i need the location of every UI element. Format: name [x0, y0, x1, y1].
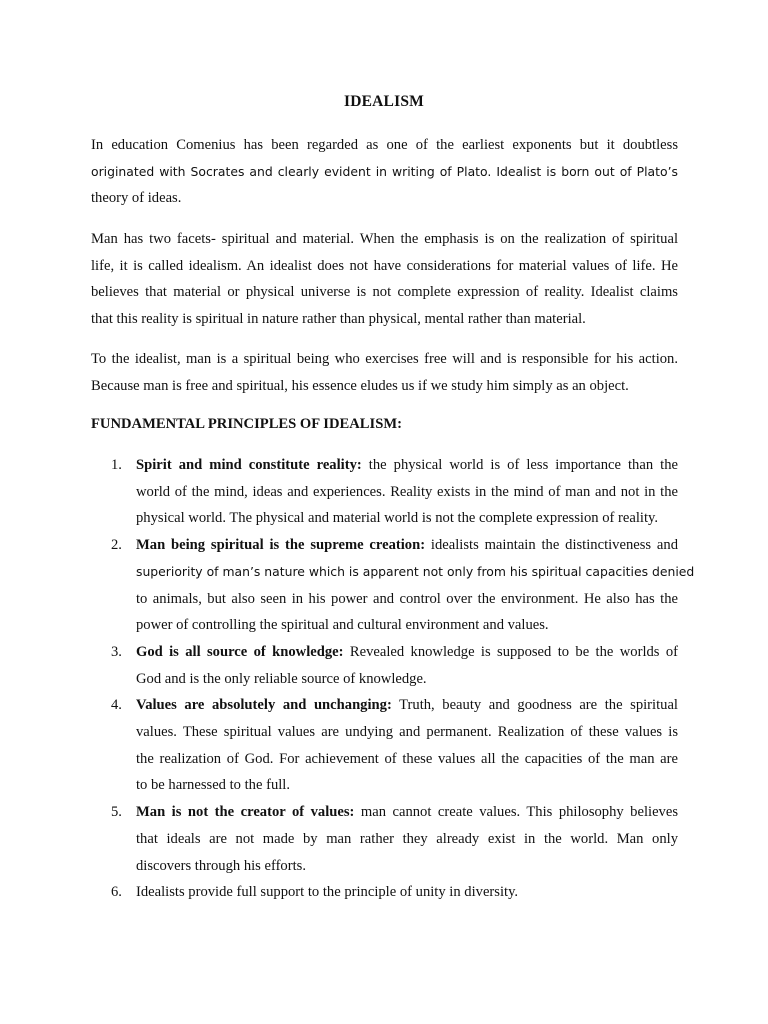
- list-item-text: that ideals are not made by man rather they already exist in the world. Man only: [136, 830, 678, 847]
- list-item-text: power of controlling the spiritual and cultural environment and values.: [136, 617, 549, 634]
- list-item-line: [136, 666, 678, 693]
- list-item-text: to be harnessed to the full.: [136, 777, 291, 794]
- list-item-text: to animals, but also seen in his power and control over the environment. He also has the: [136, 590, 678, 607]
- list-item-line: [136, 799, 678, 826]
- list-item-line: [136, 719, 678, 746]
- principle-heading: Values are absolutely and unchanging:: [136, 697, 392, 714]
- list-item-line: [136, 559, 695, 586]
- list-item-line: [136, 505, 678, 532]
- list-item-body: [136, 532, 695, 639]
- paragraph-line: Because man is free and spiritual, his essence eludes us if we study him simply as an object.: [91, 377, 629, 394]
- list-item-line: [136, 639, 678, 666]
- principle-heading: Spirit and mind constitute reality:: [136, 457, 362, 473]
- list-item-line: [136, 826, 678, 853]
- list-item-number: 5.: [111, 804, 122, 821]
- list-item-body: [136, 452, 678, 532]
- paragraph-line: that this reality is spiritual in nature rather than physical, mental rather than material.: [91, 311, 586, 328]
- list-item-body: [136, 799, 678, 879]
- list-item-line: [136, 853, 678, 880]
- list-item-line: [136, 772, 678, 799]
- paragraph-line: life, it is called idealism. An idealist does not have considerations for material values of life. He: [91, 257, 678, 274]
- list-item-number: 4.: [111, 697, 122, 714]
- list-item-text: superiority of man’s nature which is apparent not only from his spiritual capacities denied: [136, 563, 695, 579]
- paragraph-idealist-man: [91, 346, 678, 399]
- list-item-line: [136, 612, 678, 639]
- document-title: IDEALISM: [344, 93, 424, 110]
- list-item-line: [136, 532, 678, 559]
- principles-list: [0, 452, 768, 906]
- list-item-body: [136, 639, 678, 692]
- list-item-line: [136, 452, 678, 479]
- paragraph-intro: [91, 132, 678, 212]
- list-item-text: values. These spiritual values are undying and permanent. Realization of these values is: [136, 724, 678, 741]
- list-item-number: 1.: [111, 457, 122, 473]
- list-item-text: God and is the only reliable source of knowledge.: [136, 670, 427, 687]
- list-item-line: [136, 479, 678, 506]
- list-item-text: the physical world is of less importance than the: [361, 457, 678, 473]
- list-item-number: 2.: [111, 537, 122, 554]
- section-heading: FUNDAMENTAL PRINCIPLES OF IDEALISM:: [91, 416, 402, 432]
- paragraph-line: Man has two facets- spiritual and material. When the emphasis is on the realization of spiritual: [91, 231, 678, 247]
- list-item-text: discovers through his efforts.: [136, 857, 306, 874]
- list-item-line: [136, 692, 678, 719]
- list-item-text: Idealists provide full support to the principle of unity in diversity.: [136, 884, 519, 901]
- paragraph-line: originated with Socrates and clearly evident in writing of Plato. Idealist is born out of Plato’s: [91, 163, 678, 179]
- list-item-text: Revealed knowledge is supposed to be the worlds of: [343, 643, 678, 660]
- paragraph-line: To the idealist, man is a spiritual being who exercises free will and is responsible for his action.: [91, 351, 678, 367]
- list-item-text: man cannot create values. This philosophy believes: [354, 804, 678, 821]
- list-item-body: [136, 692, 678, 799]
- paragraph-line: theory of ideas.: [91, 190, 182, 207]
- list-item-number: 3.: [111, 643, 122, 660]
- principle-heading: Man is not the creator of values:: [136, 804, 355, 821]
- list-item-line: [136, 879, 678, 906]
- list-item-text: the realization of God. For achievement of these values all the capacities of the man are: [136, 750, 678, 767]
- list-item: [0, 692, 768, 799]
- paragraph-line: believes that material or physical universe is not complete expression of reality. Idealist claims: [91, 284, 678, 301]
- paragraph-line: In education Comenius has been regarded as one of the earliest exponents but it doubtless: [91, 137, 678, 153]
- list-item: [0, 799, 768, 879]
- paragraph-two-facets: [91, 226, 678, 333]
- list-item-body: [136, 879, 678, 906]
- list-item-text: world of the mind, ideas and experiences. Reality exists in the mind of man and not in the: [136, 483, 678, 500]
- principle-heading: Man being spiritual is the supreme creation:: [136, 537, 426, 554]
- list-item-line: [136, 586, 678, 613]
- list-item: [0, 532, 768, 639]
- list-item: [0, 879, 768, 906]
- list-item-line: [136, 746, 678, 773]
- list-item-text: idealists maintain the distinctiveness and: [425, 537, 678, 554]
- list-item-text: physical world. The physical and material world is not the complete expression of reality.: [136, 510, 658, 527]
- list-item-text: Truth, beauty and goodness are the spiritual: [391, 697, 678, 714]
- list-item: [0, 639, 768, 692]
- list-item: [0, 452, 768, 532]
- principle-heading: God is all source of knowledge:: [136, 643, 344, 660]
- list-item-number: 6.: [111, 884, 122, 901]
